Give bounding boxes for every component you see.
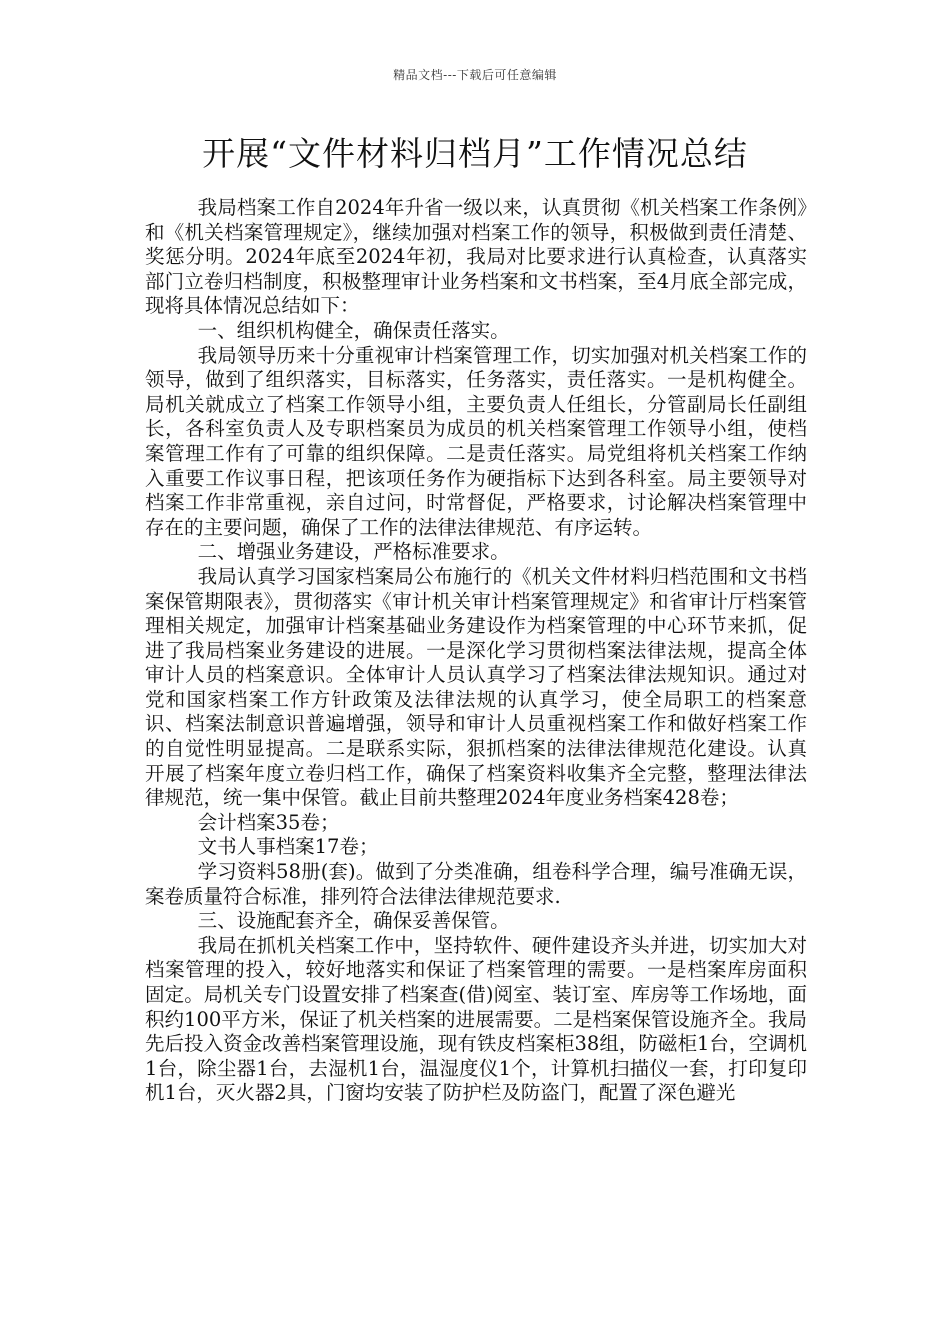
body-paragraph: 学习资料58册(套)。做到了分类准确，组卷科学合理，编号准确无误，案卷质量符合标准，排列符合法律法律规范要求. [145, 860, 807, 908]
section-heading: 一、组织机构健全，确保责任落实。 [197, 318, 510, 342]
body-paragraph: 我局在抓机关档案工作中，坚持软件、硬件建设齐头并进，切实加大对档案管理的投入，较好地落实和保证了档案管理的需要。一是档案库房面积固定。局机关专门设置安排了档案查(借)阅室、装订室、库房等工作场地，面积约100平方米，保证了机关档案的进展需要。二是档案保管设施齐全。我局先后投入资金改善档案管理设施，现有铁皮档案柜38组，防磁柜1台，空调机1台，除尘器1台，去湿机1台，温湿度仪1个，计算机扫描仪一套，打印复印机1台，灭火器2具，门窗均安装了防护栏及防盗门，配置了深色避光 [145, 933, 807, 1105]
section-heading: 三、设施配套齐全，确保妥善保管。 [197, 909, 510, 933]
body-paragraph: 文书人事档案17卷； [197, 835, 379, 859]
document-body [145, 196, 807, 1106]
body-paragraph: 会计档案35卷； [197, 810, 340, 834]
body-paragraph: 我局认真学习国家档案局公布施行的《机关文件材料归档范围和文书档案保管期限表》，贯彻落实《审计机关审计档案管理规定》和省审计厅档案管理相关规定，加强审计档案基础业务建设作为档案管理的中心环节来抓，促进了我局档案业务建设的进展。一是深化学习贯彻档案法律法规，提高全体审计人员的档案意识。全体审计人员认真学习了档案法律法规知识。通过对党和国家档案工作方针政策及法律法规的认真学习，使全局职工的档案意识、档案法制意识普遍增强，领导和审计人员重视档案工作和做好档案工作的自觉性明显提高。二是联系实际，狠抓档案的法律法律规范化建设。认真开展了档案年度立卷归档工作，确保了档案资料收集齐全完整，整理法律法律规范，统一集中保管。截止目前共整理2024年度业务档案428卷； [145, 564, 807, 810]
body-paragraph: 我局领导历来十分重视审计档案管理工作，切实加强对机关档案工作的领导，做到了组织落实，目标落实，任务落实，责任落实。一是机构健全。局机关就成立了档案工作领导小组，主要负责人任组长，分管副局长任副组长，各科室负责人及专职档案员为成员的机关档案管理工作领导小组，使档案管理工作有了可靠的组织保障。二是责任落实。局党组将机关档案工作纳入重要工作议事日程，把该项任务作为硬指标下达到各科室。局主要领导对档案工作非常重视，亲自过问，时常督促，严格要求，讨论解决档案管理中存在的主要问题，确保了工作的法律法律规范、有序运转。 [145, 343, 807, 539]
body-paragraph: 我局档案工作自2024年升省一级以来，认真贯彻《机关档案工作条例》和《机关档案管理规定》，继续加强对档案工作的领导，积极做到责任清楚、奖惩分明。2024年底至2024年初，我局对比要求进行认真检查，认真落实部门立卷归档制度，积极整理审计业务档案和文书档案，至4月底全部完成，现将具体情况总结如下： [145, 196, 807, 318]
document-title: 开展“文件材料归档月”工作情况总结 [202, 134, 748, 173]
header-note: 精品文档---下载后可任意编辑 [393, 68, 557, 82]
section-heading: 二、增强业务建设，严格标准要求。 [197, 540, 510, 564]
